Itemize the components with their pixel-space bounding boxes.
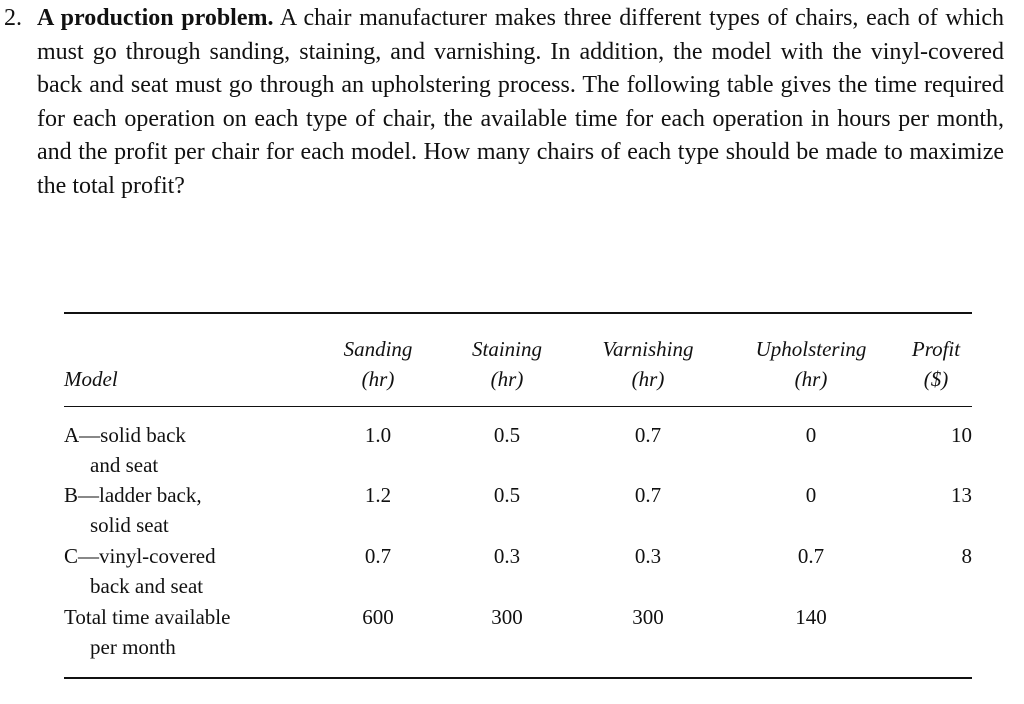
row-total-varnishing: 300: [632, 605, 664, 629]
table-header-rule: [64, 406, 972, 407]
table-bottom-rule: [64, 677, 972, 679]
row-b-upholstering: 0: [805, 483, 817, 507]
row-c-sanding: 0.7: [364, 544, 392, 568]
header-upholstering: Upholstering (hr): [755, 337, 867, 391]
table-top-rule: [64, 312, 972, 314]
problem-statement: [4, 2, 1004, 203]
row-b-model: B—ladder back, solid seat: [64, 483, 202, 537]
header-model: Model: [64, 367, 118, 391]
row-a-model: A—solid back and seat: [64, 423, 186, 477]
problem-heading: A production problem.: [37, 5, 274, 31]
header-staining: Staining (hr): [471, 337, 542, 391]
header-profit: Profit ($): [911, 337, 961, 391]
header-sanding: Sanding (hr): [343, 337, 413, 391]
row-a-profit: 10: [951, 423, 972, 447]
row-c-upholstering: 0.7: [797, 544, 825, 568]
row-c-varnishing: 0.3: [634, 544, 662, 568]
row-total-staining: 300: [491, 605, 523, 629]
row-a-varnishing: 0.7: [634, 423, 662, 447]
row-b-profit: 13: [951, 483, 972, 507]
row-b-sanding: 1.2: [364, 483, 392, 507]
row-a-staining: 0.5: [493, 423, 521, 447]
row-b-varnishing: 0.7: [634, 483, 662, 507]
row-a-upholstering: 0: [805, 423, 817, 447]
row-total-model: Total time available per month: [64, 605, 231, 659]
row-total-upholstering: 140: [795, 605, 827, 629]
problem-text: A chair manufacturer makes three different types of chairs, each of which must go through sanding, staining, and varnishing. In addition, the model with the vinyl-covered back and seat must go through an upholstering process. The following table gives the time required for each operation on each type of chair, the available time for each operation in hours per month, and the profit per chair for each model. How many chairs of each type should be made to maximize the total profit?: [37, 5, 1005, 199]
row-c-staining: 0.3: [493, 544, 521, 568]
header-varnishing: Varnishing (hr): [602, 337, 694, 391]
row-a-sanding: 1.0: [364, 423, 392, 447]
problem-body: [37, 2, 1004, 203]
row-total-sanding: 600: [362, 605, 394, 629]
problem-number: 2.: [4, 5, 22, 31]
row-c-model: C—vinyl-covered back and seat: [64, 544, 216, 598]
row-c-profit: 8: [961, 544, 972, 568]
row-b-staining: 0.5: [493, 483, 521, 507]
